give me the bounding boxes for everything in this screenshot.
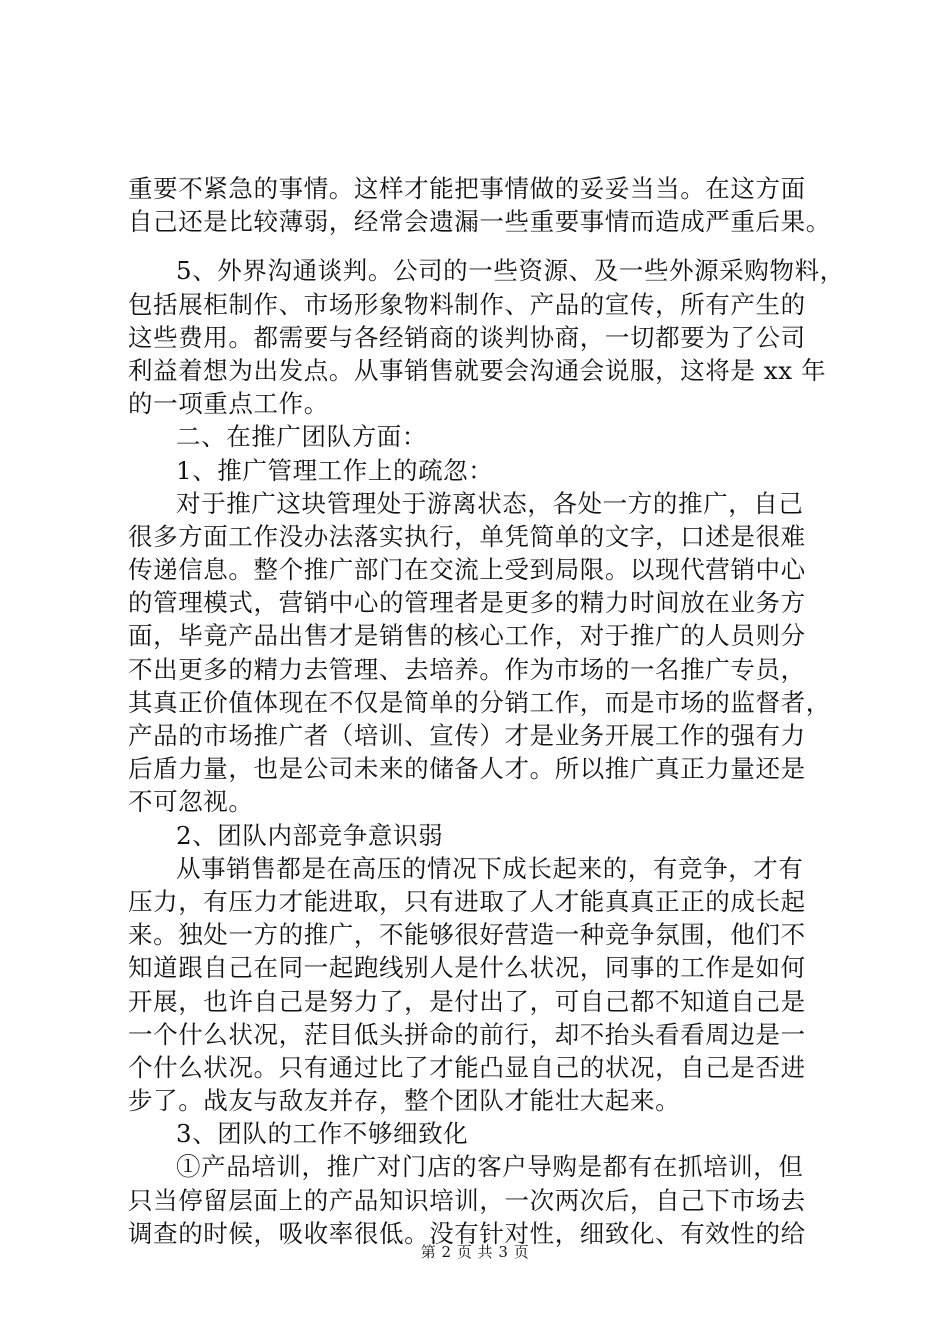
text-line: 知道跟自己在同一起跑线别人是什么状况，同事的工作是如何 [128, 953, 806, 983]
paragraph-gap [128, 238, 848, 254]
text-line: 一个什么状况，茫目低头拼命的前行，却不抬头看看周边是一 [128, 1019, 806, 1049]
text-line: 从事销售都是在高压的情况下成长起来的，有竞争，才有 [176, 853, 804, 883]
text-line: 1、推广管理工作上的疏忽： [176, 455, 494, 485]
text-line: 个什么状况。只有通过比了才能凸显自己的状况，自己是否进 [128, 1052, 806, 1082]
text-line: 压力，有压力才能进取，只有进取了人才能真真正正的成长起 [128, 886, 806, 916]
text-line: 产品的市场推广者（培训、宣传）才是业务开展工作的强有力 [128, 721, 806, 750]
text-line: 的管理模式，营销中心的管理者是更多的精力时间放在业务方 [128, 588, 806, 618]
text-line: 传递信息。整个推广部门在交流上受到局限。以现代营销中心 [128, 555, 806, 585]
text-line: 面，毕竟产品出售才是销售的核心工作，对于推广的人员则分 [128, 621, 806, 651]
text-line: 二、在推广团队方面： [176, 422, 427, 452]
text-line: 步了。战友与敌友并存，整个团队才能壮大起来。 [128, 1086, 681, 1116]
text-line: 重要不紧急的事情。这样才能把事情做的妥妥当当。在这方面 [128, 174, 806, 203]
text-line: 对于推广这块管理处于游离状态，各处一方的推广，自己 [176, 488, 804, 518]
text-line: 包括展柜制作、市场形象物料制作、产品的宣传，所有产生的 [128, 289, 806, 319]
text-line: 后盾力量，也是公司未来的储备人才。所以推广真正力量还是 [128, 754, 806, 784]
text-line: 开展，也许自己是努力了，是付出了，可自己都不知道自己是 [128, 986, 806, 1016]
text-line: ①产品培训，推广对门店的客户导购是都有在抓培训，但 [176, 1152, 804, 1182]
main-text-block [128, 254, 848, 1250]
text-line: 自己还是比较薄弱，经常会遗漏一些重要事情而造成严重后果。 [128, 207, 831, 237]
text-line: 来。独处一方的推广，不能够很好营造一种竞争氛围，他们不 [128, 920, 806, 950]
text-line: 只当停留层面上的产品知识培训，一次两次后，自己下市场去 [128, 1185, 806, 1215]
text-line: 2、团队内部竞争意识弱 [176, 820, 444, 850]
text-line: 利益着想为出发点。从事销售就要会沟通会说服，这将是 xx 年 [128, 355, 827, 385]
document-body [128, 172, 848, 1250]
text-line: 其真正价值体现在不仅是简单的分销工作，而是市场的监督者， [128, 687, 831, 717]
page-footer: 第 2 页 共 3 页 [420, 1243, 530, 1261]
text-line: 5、外界沟通谈判。公司的一些资源、及一些外源采购物料， [176, 256, 845, 286]
text-line: 不可忽视。 [128, 787, 254, 817]
text-line: 这些费用。都需要与各经销商的谈判协商，一切都要为了公司 [128, 322, 806, 352]
text-line: 很多方面工作没办法落实执行，单凭简单的文字，口述是很难 [128, 521, 806, 551]
text-line: 3、团队的工作不够细致化 [176, 1119, 469, 1149]
text-line: 不出更多的精力去管理、去培养。作为市场的一名推广专员， [128, 654, 806, 684]
text-line: 调查的时候，吸收率很低。没有针对性，细致化、有效性的给 [128, 1218, 806, 1248]
text-line: 的一项重点工作。 [128, 389, 329, 419]
